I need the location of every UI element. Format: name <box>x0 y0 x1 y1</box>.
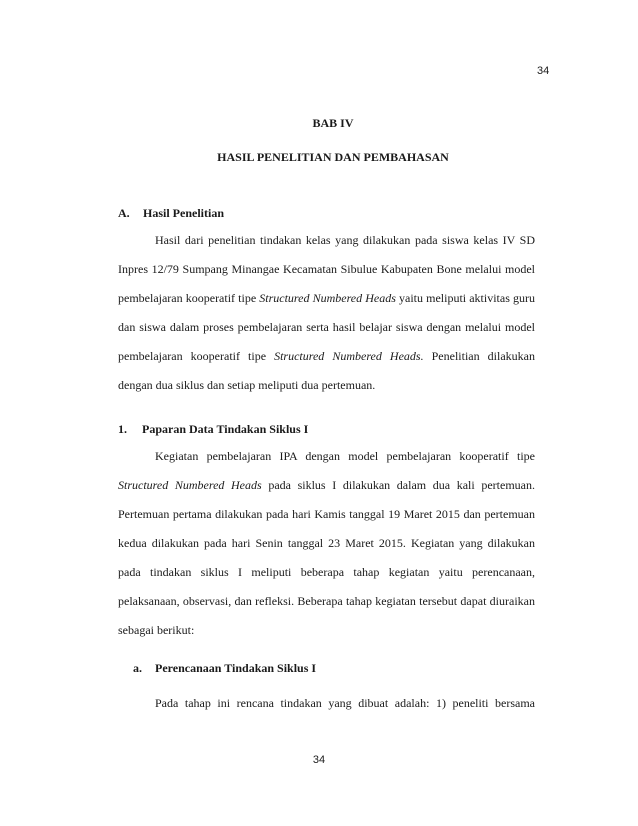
section-a-text-2: yaitu meliputi aktivitas guru dan siswa dalam proses pembelajaran serta hasil belajar siswa dengan melalui model pembelajaran kooperatif tipe <box>118 291 535 363</box>
section-a-marker: A. <box>118 206 130 220</box>
section-a-sub-heading <box>133 661 316 676</box>
section-1-text-1: Kegiatan pembelajaran IPA dengan model pembelajaran kooperatif tipe <box>155 449 535 463</box>
section-a-text-1: Hasil dari penelitian tindakan kelas yang dilakukan pada siswa kelas IV SD Inpres 12/79 Sumpang Minangae Kecamatan Sibulue Kabupaten Bone melalui model pembelajaran kooperatif tipe <box>118 233 535 305</box>
section-1-heading <box>118 422 308 437</box>
chapter-number: BAB IV <box>312 116 354 130</box>
section-1-italic-1: Structured Numbered Heads <box>118 478 262 492</box>
section-1-marker: 1. <box>118 422 127 436</box>
section-1-title: Paparan Data Tindakan Siklus I <box>142 422 309 436</box>
section-a-heading <box>118 206 224 221</box>
section-a-sub-title: Perencanaan Tindakan Siklus I <box>155 661 317 675</box>
section-a-text-3: Penelitian dilakukan dengan dua siklus dan setiap meliputi dua pertemuan. <box>118 349 535 392</box>
page-number-top: 34 <box>537 65 550 77</box>
section-a-italic-1: Structured Numbered Heads <box>259 291 396 305</box>
page-number-bottom: 34 <box>312 754 326 766</box>
chapter-title: HASIL PENELITIAN DAN PEMBAHASAN <box>217 150 449 164</box>
section-a-sub-paragraph: Pada tahap ini rencana tindakan yang dibuat adalah: 1) peneliti bersama <box>155 696 535 710</box>
section-1-paragraph <box>118 442 535 645</box>
section-1-text-2: pada siklus I dilakukan dalam dua kali pertemuan. Pertemuan pertama dilakukan pada hari Kamis tanggal 19 Maret 2015 dan pertemuan kedua dilakukan pada hari Senin tanggal 23 Maret 2015. Kegiatan yang dilakukan pada tindakan siklus I meliputi beberapa tahap kegiatan yaitu perencanaan, pelaksanaan, observasi, dan refleksi. Beberapa tahap kegiatan tersebut dapat diuraikan sebagai berikut: <box>118 478 535 637</box>
section-a-italic-2: Structured Numbered Heads. <box>274 349 424 363</box>
section-a-title: Hasil Penelitian <box>143 206 224 220</box>
section-a-sub-marker: a. <box>133 661 142 675</box>
section-a-paragraph <box>118 226 535 400</box>
